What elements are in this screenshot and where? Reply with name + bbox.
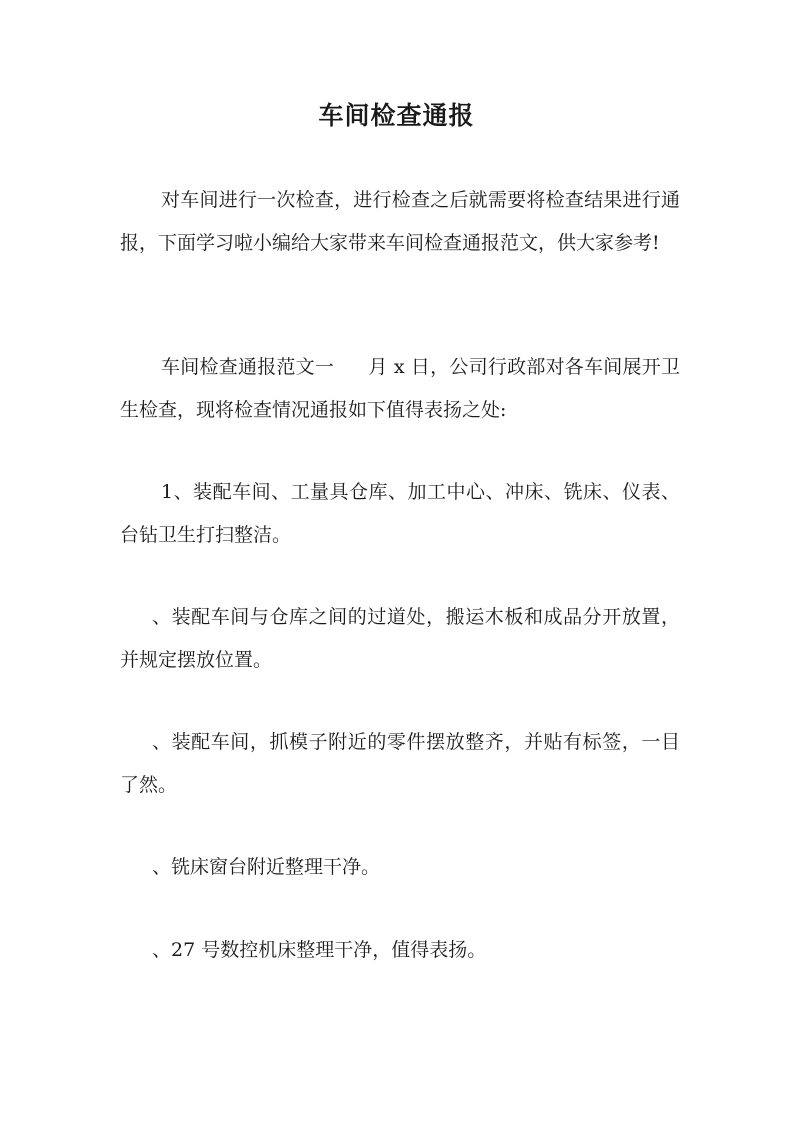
list-item: 、27 号数控机床整理干净，值得表扬。 <box>152 939 487 961</box>
intro-paragraph: 对车间进行一次检查，进行检查之后就需要将检查结果进行通报，下面学习啦小编给大家带来车间检查通报范文，供大家参考! <box>120 189 680 254</box>
document-title: 车间检查通报 <box>318 101 475 130</box>
list-item: 、装配车间，抓模子附近的零件摆放整齐，并贴有标签，一目了然。 <box>120 731 680 796</box>
list-item: 、铣床窗台附近整理干净。 <box>152 856 381 878</box>
sample-opening: 月 x 日，公司行政部对各车间展开卫生检查，现将检查情况通报如下值得表扬之处: <box>120 356 680 421</box>
sample-heading: 车间检查通报范文一 <box>161 356 335 378</box>
list-item: 1、装配车间、工量具仓库、加工中心、冲床、铣床、仪表、台钻卫生打扫整洁。 <box>120 481 680 546</box>
list-item: 、装配车间与仓库之间的过道处，搬运木板和成品分开放置，并规定摆放位置。 <box>120 606 680 671</box>
sample-paragraph <box>120 346 680 431</box>
